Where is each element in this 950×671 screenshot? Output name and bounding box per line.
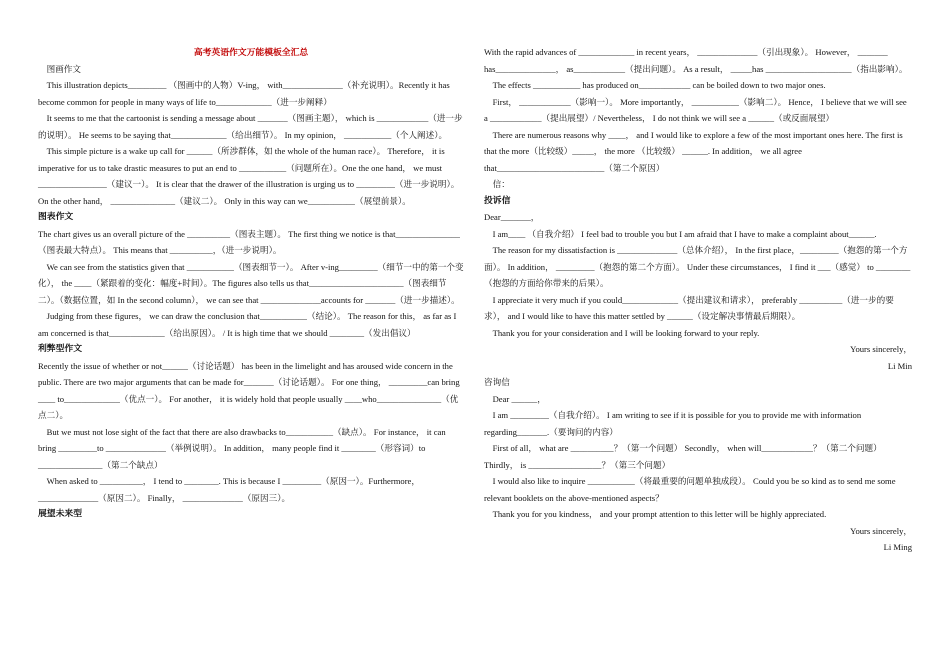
right-paragraph: I am _________（自我介绍）。 I am writing to see if it is possible for you to provide me with information regarding_______.（要询问的内容） [484, 410, 862, 437]
right-signature-line: Li Ming [883, 542, 912, 552]
right-paragraph: I appreciate it very much if you could_____________（提出建议和请求）， preferably __________（进一步的要求）， and I would like to have this matter settled by ______（设定解决事情最后期限）。 [484, 294, 894, 321]
left-paragraph: We can see from the statistics given that ___________（图表细节一）。 After v-ing_________（细节一中的第一个变化）， the ____（紧跟着的变化：幅度+时间）。The figures also tells us that______________________（图表细节二）。（数据位置，如 In the second column）， we can see that ______________accounts for _______（进一步描述）。 [38, 261, 464, 305]
left-section-heading: 图表作文 [38, 212, 74, 222]
left-paragraph: When asked to __________， I tend to ________. This is because I _________（原因一）。Furthermore， ______________（原因二）。 Finally， ______________（原因三）。 [38, 476, 420, 503]
right-signature-line: Li Min [887, 360, 912, 371]
right-paragraph: The effects ___________ has produced on____________ can be boiled down to two major ones. [484, 80, 826, 90]
right-paragraph: First of all， what are __________？（第一个问题） Secondly， when will____________？（第二个问题） Thirdly， is _________________？（第三个问题） [484, 443, 882, 470]
right-paragraph: 咨询信 [484, 377, 510, 387]
left-paragraph: 图画作文 [38, 63, 81, 74]
document-title: 高考英语作文万能模板全汇总 [193, 47, 309, 57]
right-paragraph: There are numerous reasons why ____， and I would like to explore a few of the most important ones here. The first is that the more（比较级）_____， the more （比较级） ______. In addition， we all agree that_________________________（第二个原因） [484, 129, 903, 173]
right-signature-line: Yours sincerely， [850, 525, 912, 536]
left-column-body [38, 61, 464, 523]
right-paragraph: The reason for my dissatisfaction is ______________（总体介绍）， In the first place，_________（抱怨的第一个方面）。 In addition， _________（抱怨的第二个方面）。 Under these circumstances， I find it ___（感觉） to ________（抱怨的方面给你带来的后果）。 [484, 245, 911, 288]
right-paragraph: I would also like to inquire ___________（将最重要的问题单独成段）。 Could you be so kind as to send me some relevant booklets on the above-mentioned aspects？ [484, 476, 896, 503]
right-paragraph: 信： [484, 179, 510, 189]
left-section-heading: 利弊型作文 [38, 344, 82, 354]
left-column [38, 44, 464, 523]
right-paragraph: Thank you for your consideration and I will be looking forward to your reply. [484, 327, 760, 338]
right-signature-line: Yours sincerely， [850, 344, 912, 354]
left-section-heading: 展望未来型 [38, 509, 82, 519]
left-paragraph: Judging from these figures， we can draw the conclusion that___________（结论）。 The reason for this， as far as I am concerned is that_____________（给出原因）。 / It is high time that we should ________（发出倡议） [38, 311, 457, 338]
right-paragraph: Dear ______， [484, 393, 546, 404]
left-paragraph: But we must not lose sight of the fact that there are also drawbacks to___________（缺点）。 For instance， it can bring _________to ______________（举例说明）。 In addition， many people find it ________（形容词）to _______________（第二个缺点） [38, 426, 446, 470]
right-paragraph: Thank you for you kindness， and your prompt attention to this letter will be highly appreciated. [484, 509, 827, 519]
left-paragraph: Recently the issue of whether or not______（讨论话题） has been in the limelight and has aroused wide concern in the public. There are two major arguments that can be made for_______（讨论话题）。 For one thing， _________can bring ____ to_____________（优点一）。 For another， it is widely hold that people usually ____who_______________（优点二）。 [38, 360, 460, 420]
right-column-body [484, 44, 912, 556]
right-paragraph: First， ____________（影响一）。 More importantly， ___________（影响二）。 Hence， I believe that we will see a ____________（提出展望）/ Nevertheless， I do not think we will see a ______（或反面展望） [484, 96, 907, 123]
left-paragraph: This simple picture is a wake up call for ______（所涉群体，如 the whole of the human race）。 Therefore， it is imperative for us to take drastic measures to put an end to ___________（问题所在）。One the one hand， we must ________________（建议一）。 It is clear that the drawer of the illustration is urging us to _________（进一步说明）。 On the other hand， _______________（建议二）。 Only in this way can we___________（展望前景）。 [38, 146, 460, 206]
right-paragraph: Dear_______， [484, 212, 540, 222]
right-section-heading: 投诉信 [484, 195, 511, 206]
left-paragraph: This illustration depicts_________ （图画中的人物）V-ing， with______________（补充说明）。Recently it has become common for people in many ways of life to_____________（进一步阐释） [38, 80, 450, 107]
left-paragraph: The chart gives us an overall picture of the __________（图表主题）。 The first thing we notice is that_______________（图表最大特点）。 This means that __________，（进一步说明）。 [38, 228, 460, 255]
right-paragraph: With the rapid advances of _____________ in recent years， ______________（引出现象）。 However， _______ has______________， as____________（提出问题）。 As a result， _____has ____________________（指出影响）。 [484, 47, 908, 74]
right-column [484, 44, 912, 556]
left-paragraph: It seems to me that the cartoonist is sending a message about _______（图画主题）， which is ____________（进一步的说明）。 He seems to be saying that_____________（给出细节）。 In my opinion， ___________（个人阐述）。 [38, 113, 463, 140]
right-paragraph: I am____ （自我介绍） I feel bad to trouble you but I am afraid that I have to make a complaint about______. [484, 228, 877, 239]
